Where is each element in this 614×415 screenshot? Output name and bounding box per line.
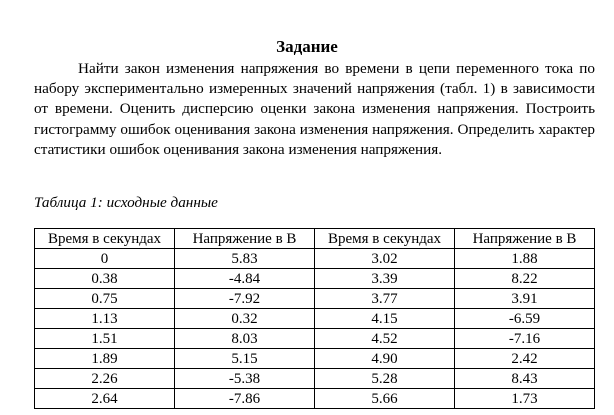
table-cell: 5.83	[175, 249, 315, 269]
table-cell: 2.42	[455, 349, 595, 369]
table-cell: 4.15	[315, 309, 455, 329]
table-cell: 0.32	[175, 309, 315, 329]
table-cell: -7.92	[175, 289, 315, 309]
table-cell: -7.16	[455, 329, 595, 349]
data-table	[34, 228, 595, 409]
header-voltage-1: Напряжение в В	[175, 229, 315, 249]
table-cell: 8.22	[455, 269, 595, 289]
table-cell: -6.59	[455, 309, 595, 329]
table-row	[35, 369, 595, 389]
page-title: Задание	[276, 37, 338, 56]
table-row	[35, 349, 595, 369]
table-row	[35, 249, 595, 269]
table-cell: 4.52	[315, 329, 455, 349]
table-row	[35, 289, 595, 309]
header-voltage-2: Напряжение в В	[455, 229, 595, 249]
table-cell: -5.38	[175, 369, 315, 389]
table-cell: 3.02	[315, 249, 455, 269]
table-cell: 8.43	[455, 369, 595, 389]
header-time-2: Время в секундах	[315, 229, 455, 249]
table-cell: 0.75	[35, 289, 175, 309]
table-header-row	[35, 229, 595, 249]
table-cell: 0.38	[35, 269, 175, 289]
table-row	[35, 389, 595, 409]
table-cell: 3.77	[315, 289, 455, 309]
table-cell: 8.03	[175, 329, 315, 349]
table-caption: Таблица 1: исходные данные	[34, 194, 218, 211]
table-cell: 5.15	[175, 349, 315, 369]
table-cell: 2.64	[35, 389, 175, 409]
table-cell: 0	[35, 249, 175, 269]
table-cell: -4.84	[175, 269, 315, 289]
table-cell: 5.28	[315, 369, 455, 389]
table-row	[35, 309, 595, 329]
table-cell: -7.86	[175, 389, 315, 409]
table-cell: 1.73	[455, 389, 595, 409]
table-cell: 3.91	[455, 289, 595, 309]
table-cell: 5.66	[315, 389, 455, 409]
table-row	[35, 329, 595, 349]
table-cell: 3.39	[315, 269, 455, 289]
table-cell: 1.89	[35, 349, 175, 369]
table-cell: 1.88	[455, 249, 595, 269]
table-row	[35, 269, 595, 289]
task-paragraph: Найти закон изменения напряжения во времени в цепи переменного тока по набору экспериментально измеренных значений напряжения (табл. 1) в зависимости от времени. Оценить дисперсию оценки закона изменения напряжения. Построить гистограмму ошибок оценивания закона изменения напряжения. Определить характер статистики ошибок оценивания закона изменения напряжения.	[34, 60, 595, 158]
table-cell: 1.51	[35, 329, 175, 349]
table-cell: 4.90	[315, 349, 455, 369]
table-cell: 2.26	[35, 369, 175, 389]
header-time-1: Время в секундах	[35, 229, 175, 249]
table-cell: 1.13	[35, 309, 175, 329]
